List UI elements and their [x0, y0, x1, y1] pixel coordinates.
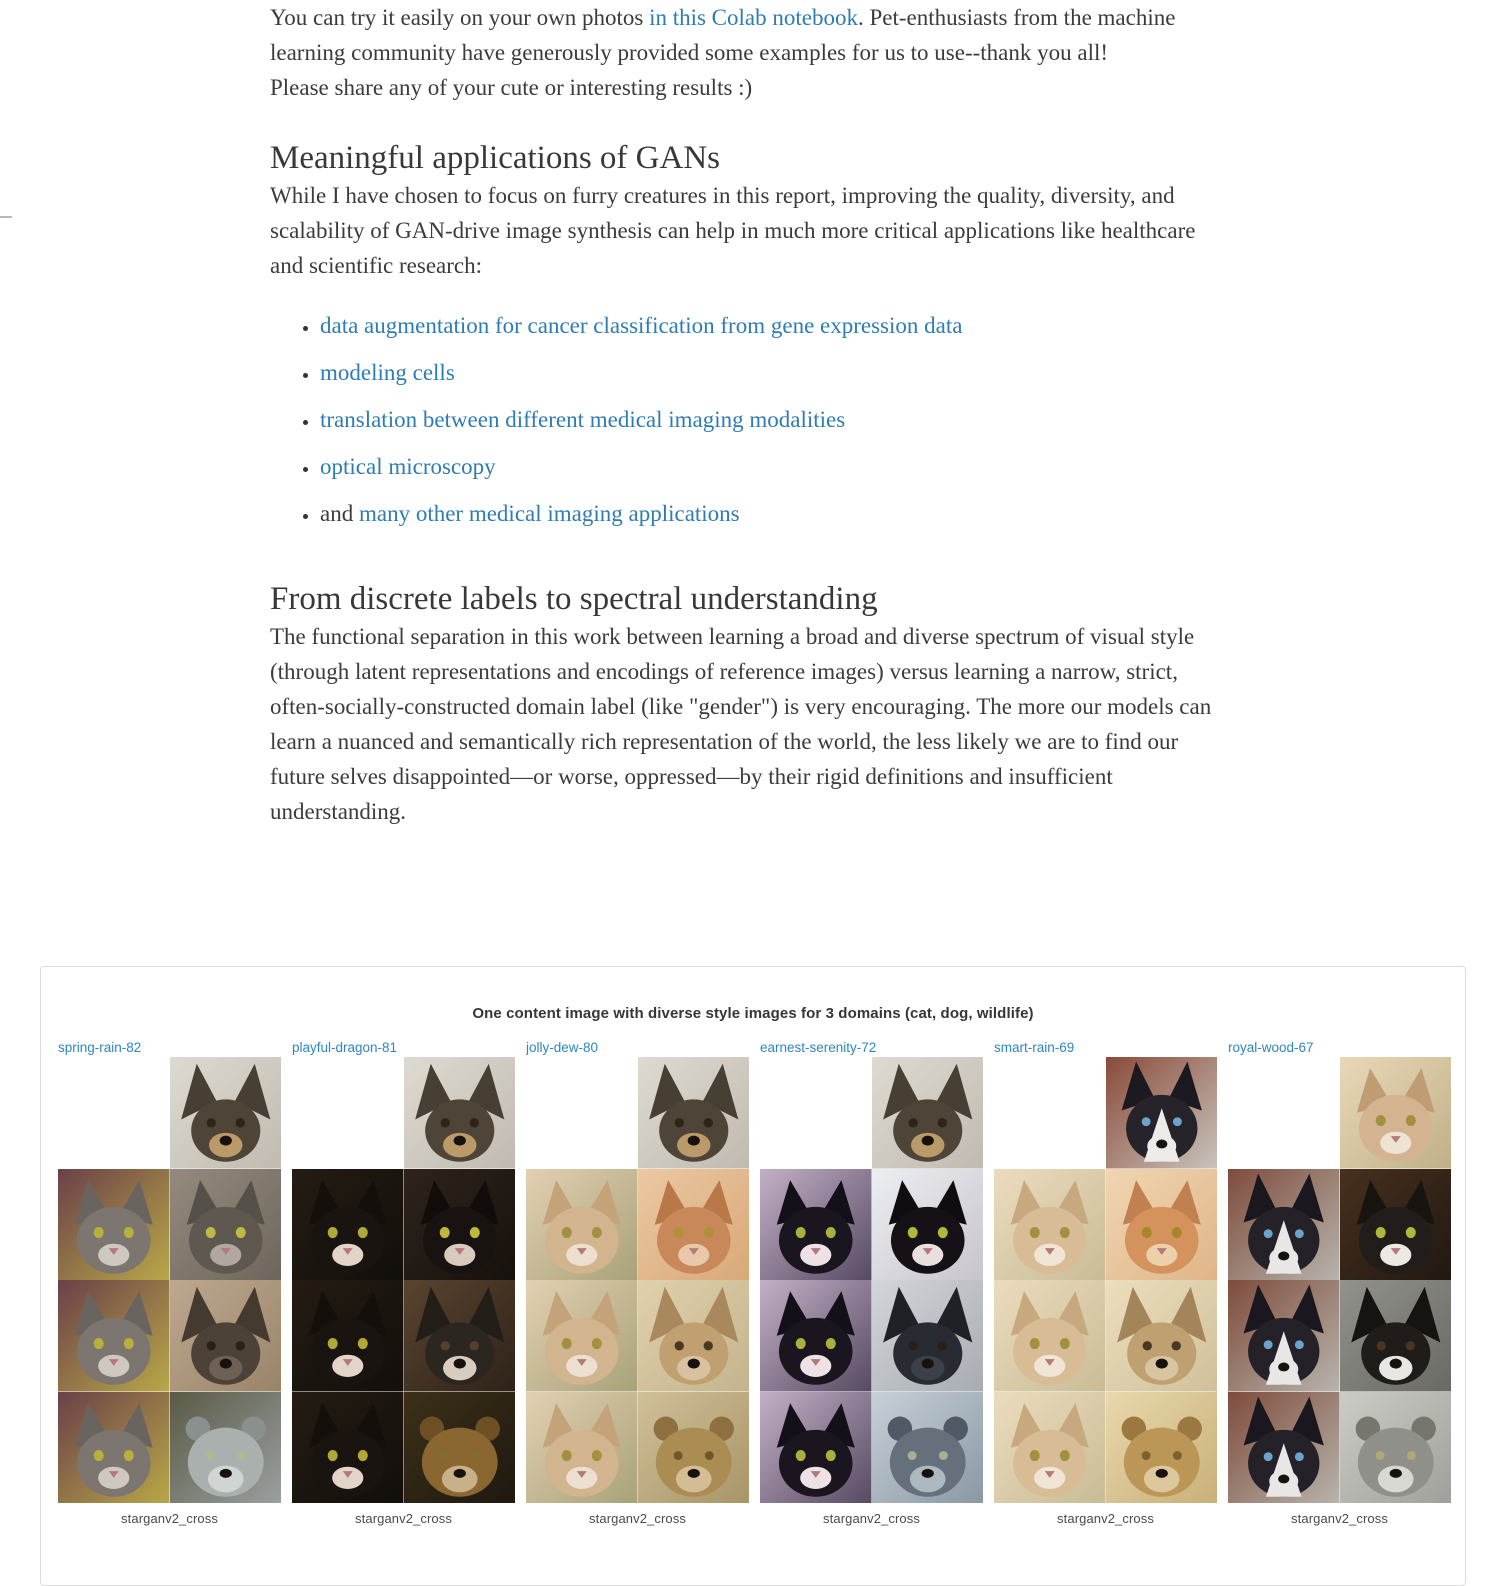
output-image[interactable]	[1106, 1280, 1218, 1392]
style-image[interactable]	[994, 1280, 1106, 1392]
empty-cell	[1228, 1057, 1340, 1169]
output-image[interactable]	[872, 1392, 984, 1504]
style-image[interactable]	[994, 1392, 1106, 1504]
output-image[interactable]	[1106, 1169, 1218, 1281]
content-image[interactable]	[638, 1057, 750, 1169]
output-image[interactable]	[872, 1280, 984, 1392]
image-grid	[994, 1057, 1217, 1503]
style-image[interactable]	[1228, 1169, 1340, 1281]
image-grid	[1228, 1057, 1451, 1503]
style-image[interactable]	[58, 1169, 170, 1281]
empty-cell	[526, 1057, 638, 1169]
application-link[interactable]: many other medical imaging applications	[358, 501, 740, 526]
heading-meaningful-applications: Meaningful applications of GANs	[270, 140, 720, 176]
output-image[interactable]	[404, 1280, 516, 1392]
style-image[interactable]	[994, 1169, 1106, 1281]
style-image[interactable]	[526, 1392, 638, 1504]
image-grid	[526, 1057, 749, 1503]
colab-notebook-link[interactable]: in this Colab notebook	[649, 5, 858, 30]
content-image[interactable]	[872, 1057, 984, 1169]
run-name-link[interactable]: spring-rain-82	[58, 1040, 142, 1055]
output-image[interactable]	[170, 1392, 282, 1504]
empty-cell	[58, 1057, 170, 1169]
heading-spectral-understanding: From discrete labels to spectral understanding	[270, 581, 878, 617]
run-name-link[interactable]: jolly-dew-80	[526, 1040, 599, 1055]
output-image[interactable]	[638, 1169, 750, 1281]
output-image[interactable]	[1340, 1169, 1452, 1281]
application-link[interactable]: data augmentation for cancer classification from gene expression data	[320, 313, 963, 338]
style-image[interactable]	[58, 1392, 170, 1504]
media-group	[58, 1039, 281, 1526]
paragraph-colab-text-after: . Pet-enthusiasts from the machine learning community have generously provided some examples for us to use--thank you all!	[270, 5, 1176, 65]
media-groups-row	[41, 1039, 1465, 1526]
image-grid	[760, 1057, 983, 1503]
image-grid	[292, 1057, 515, 1503]
output-image[interactable]	[404, 1392, 516, 1504]
image-grid	[58, 1057, 281, 1503]
empty-cell	[994, 1057, 1106, 1169]
output-image[interactable]	[638, 1392, 750, 1504]
output-image[interactable]	[404, 1169, 516, 1281]
output-image[interactable]	[170, 1280, 282, 1392]
output-image[interactable]	[872, 1169, 984, 1281]
list-item-prefix: and	[320, 501, 359, 526]
applications-list	[270, 308, 1222, 531]
output-image[interactable]	[1340, 1280, 1452, 1392]
media-panel-title: One content image with diverse style images for 3 domains (cat, dog, wildlife)	[472, 1005, 1034, 1022]
media-group	[994, 1039, 1217, 1526]
run-name-link[interactable]: smart-rain-69	[994, 1040, 1075, 1055]
media-caption: starganv2_cross	[1291, 1511, 1388, 1526]
content-image[interactable]	[170, 1057, 282, 1169]
output-image[interactable]	[638, 1280, 750, 1392]
media-group	[760, 1039, 983, 1526]
run-name-link[interactable]: earnest-serenity-72	[760, 1040, 877, 1055]
style-image[interactable]	[58, 1280, 170, 1392]
style-image[interactable]	[1228, 1280, 1340, 1392]
style-image[interactable]	[760, 1169, 872, 1281]
media-group	[292, 1039, 515, 1526]
output-image[interactable]	[170, 1169, 282, 1281]
left-edge-dash	[0, 216, 12, 218]
paragraph-colab-text-before: You can try it easily on your own photos	[270, 5, 650, 30]
application-list-item	[320, 449, 1222, 484]
output-image[interactable]	[1106, 1392, 1218, 1504]
content-image[interactable]	[1106, 1057, 1218, 1169]
media-caption: starganv2_cross	[121, 1511, 218, 1526]
media-caption: starganv2_cross	[355, 1511, 452, 1526]
media-caption: starganv2_cross	[589, 1511, 686, 1526]
style-image[interactable]	[292, 1392, 404, 1504]
media-group	[1228, 1039, 1451, 1526]
content-image[interactable]	[1340, 1057, 1452, 1169]
style-image[interactable]	[526, 1169, 638, 1281]
media-caption: starganv2_cross	[823, 1511, 920, 1526]
paragraph-applications-intro: While I have chosen to focus on furry creatures in this report, improving the quality, diversity, and scalability of GAN-drive image synthesis can help in much more critical applications like healthcare and scientific research:	[270, 183, 1196, 278]
application-link[interactable]: modeling cells	[320, 360, 455, 385]
run-name-link[interactable]: royal-wood-67	[1228, 1040, 1314, 1055]
style-image[interactable]	[292, 1169, 404, 1281]
style-image[interactable]	[760, 1392, 872, 1504]
style-image[interactable]	[292, 1280, 404, 1392]
paragraph-share-results: Please share any of your cute or interesting results :)	[270, 75, 753, 100]
application-list-item	[320, 496, 1222, 531]
media-caption: starganv2_cross	[1057, 1511, 1154, 1526]
style-image[interactable]	[1228, 1392, 1340, 1504]
report-article	[270, 0, 1222, 829]
content-image[interactable]	[404, 1057, 516, 1169]
paragraph-colab	[270, 0, 1222, 70]
media-panel	[40, 966, 1466, 1586]
application-link[interactable]: optical microscopy	[320, 454, 496, 479]
run-name-link[interactable]: playful-dragon-81	[292, 1040, 398, 1055]
style-image[interactable]	[760, 1280, 872, 1392]
style-image[interactable]	[526, 1280, 638, 1392]
application-list-item	[320, 402, 1222, 437]
paragraph-spectral: The functional separation in this work between learning a broad and diverse spectrum of visual style (through latent representations and encodings of reference images) versus learning a narrow, strict, often-socially-constructed domain label (like "gender") is very encouraging. The more our models can learn a nuanced and semantically rich representation of the world, the less likely we are to find our future selves disappointed—or worse, oppressed—by their rigid definitions and insufficient understanding.	[270, 624, 1212, 824]
application-list-item	[320, 355, 1222, 390]
empty-cell	[760, 1057, 872, 1169]
media-group	[526, 1039, 749, 1526]
empty-cell	[292, 1057, 404, 1169]
application-list-item	[320, 308, 1222, 343]
application-link[interactable]: translation between different medical imaging modalities	[320, 407, 846, 432]
output-image[interactable]	[1340, 1392, 1452, 1504]
